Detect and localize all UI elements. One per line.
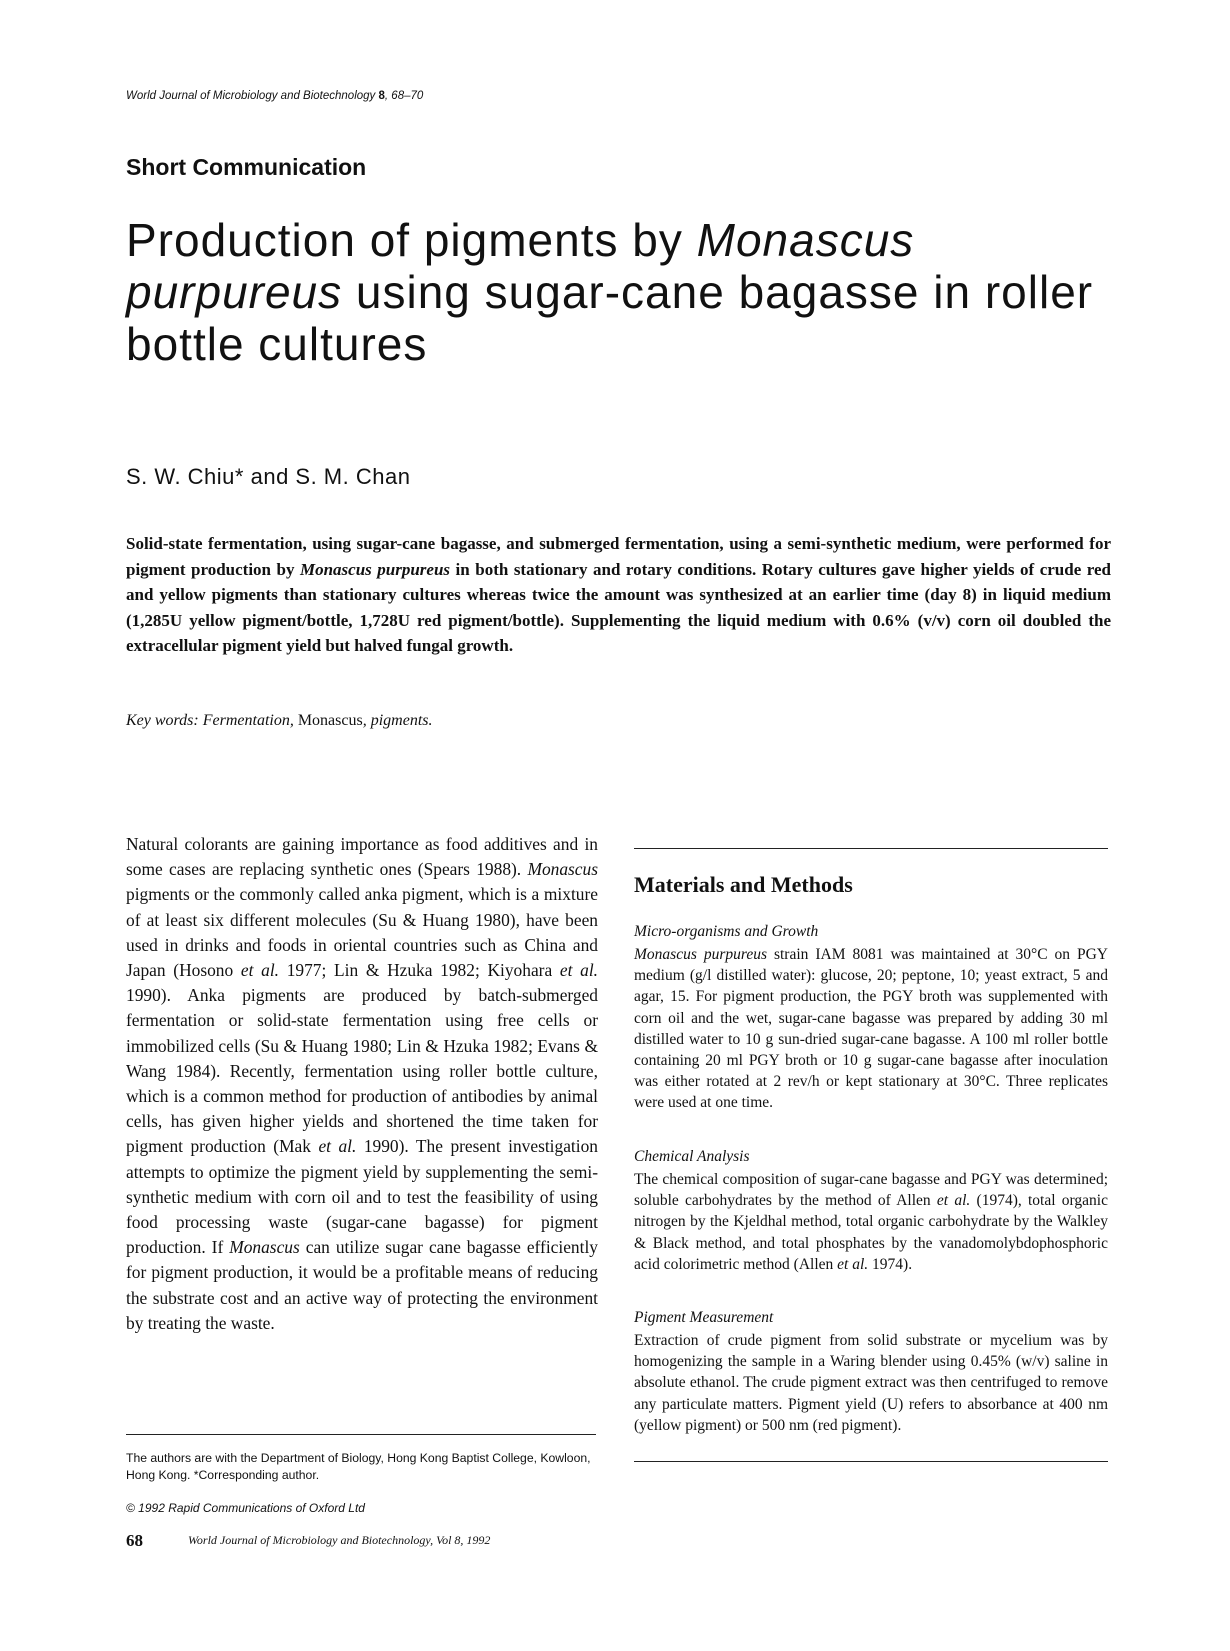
methods-italic: Monascus purpureus bbox=[634, 946, 767, 963]
introduction bbox=[126, 832, 598, 1336]
journal-pages: , 68–70 bbox=[384, 90, 424, 102]
footer-journal: World Journal of Microbiology and Biotechnology, Vol 8, 1992 bbox=[188, 1533, 491, 1547]
title-text: Production of pigments by bbox=[126, 214, 697, 266]
intro-text: 1990). Anka pigments are produced by batch-submerged fermentation or solid-state fermentation using free cells or immobilized cells (Su & Huang 1980; Lin & Hzuka 1982; Evans & Wang 1984). Recently, fermentation using roller bottle culture, which is a common method for production of antibodies by animal cells, has given higher yields and shortened the time taken for pigment production (Mak bbox=[126, 985, 598, 1157]
abstract-species: Monascus purpureus bbox=[299, 559, 451, 579]
section-type: Short Communication bbox=[126, 154, 367, 180]
keywords-label: Key words: bbox=[126, 712, 203, 729]
subhead-chemical-analysis: Chemical Analysis bbox=[634, 1148, 750, 1165]
keyword: Fermentation, bbox=[202, 712, 298, 729]
keyword: Monascus bbox=[297, 712, 363, 729]
intro-italic: et al. bbox=[240, 960, 280, 981]
abstract bbox=[126, 531, 1111, 659]
journal-name: World Journal of Microbiology and Biotechnology bbox=[126, 90, 376, 102]
methods-chemical-paragraph bbox=[634, 1169, 1108, 1275]
intro-text: 1977; Lin & Hzuka 1982; Kiyohara bbox=[279, 960, 560, 981]
subhead-micro-organisms: Micro-organisms and Growth bbox=[634, 923, 819, 940]
intro-text: 1990). The present investigation attempts to optimize the pigment yield by supplementing the semi-synthetic medium with corn oil and to test the feasibility of using food processing waste (sugar-cane bagasse) for pigment production. If bbox=[126, 1136, 598, 1258]
intro-italic: et al. bbox=[318, 1136, 357, 1157]
methods-heading: Materials and Methods bbox=[634, 872, 853, 897]
intro-text: pigments or the commonly called anka pigment, which is a mixture of at least six different molecules (Su & Huang 1980), have been used in drinks and foods in oriental countries such as China and Japan (Hosono bbox=[126, 884, 598, 981]
page-number: 68 bbox=[126, 1531, 143, 1550]
footnote-rule bbox=[126, 1434, 596, 1435]
methods-italic: et al. bbox=[936, 1192, 971, 1210]
keyword: , pigments. bbox=[362, 712, 433, 729]
article-title bbox=[126, 214, 1106, 370]
author-affiliation: The authors are with the Department of Biology, Hong Kong Baptist College, Kowloon, Hong Kong. *Corresponding author. bbox=[126, 1451, 591, 1482]
methods-text: strain IAM 8081 was maintained at 30°C on PGY medium (g/l distilled water): glucose, 20; peptone, 10; yeast extract, 5 and agar, 15. For pigment production, the PGY broth was supplemented with corn oil and the wet, sugar-cane bagasse was prepared by adding 30 ml distilled water to 10 g sun-dried sugar-cane bagasse. A 100 ml roller bottle containing 20 ml PGY broth or 10 g sugar-cane bagasse after inoculation was either rotated at 2 rev/h or kept stationary at 30°C. Three replicates were used at one time. bbox=[634, 946, 1108, 1112]
methods-italic: et al. bbox=[837, 1255, 869, 1273]
methods-top-rule bbox=[634, 848, 1108, 849]
abstract-text: Solid-state fermentation, using sugar-cane bagasse, and submerged fermentation, using a semi-synthetic medium, were performed for pigment production by bbox=[126, 534, 1111, 579]
journal-volume: 8 bbox=[378, 90, 385, 102]
journal-header bbox=[126, 90, 423, 102]
title-species: Monascus purpureus bbox=[126, 214, 915, 318]
intro-text: can utilize sugar cane bagasse efficiently for pigment production, it would be a profitable means of reducing the substrate cost and an active way of protecting the environment by treating the waste. bbox=[126, 1237, 598, 1333]
intro-italic: et al. bbox=[559, 960, 598, 981]
copyright: © 1992 Rapid Communications of Oxford Ltd bbox=[126, 1501, 365, 1515]
title-text-end: using sugar-cane bagasse in roller bottle cultures bbox=[126, 266, 1094, 370]
subhead-pigment-measurement: Pigment Measurement bbox=[634, 1309, 774, 1326]
abstract-text-end: in both stationary and rotary conditions. Rotary cultures gave higher yields of crude red and yellow pigments than stationary cultures whereas twice the amount was synthesized at an earlier time (day 8) in liquid medium (1,285U yellow pigment/bottle, 1,728U red pigment/bottle). Supplementing the liquid medium with 0.6% (v/v) corn oil doubled the extracellular pigment yield but halved fungal growth. bbox=[126, 559, 1111, 656]
methods-text: The chemical composition of sugar-cane bagasse and PGY was determined; soluble carbohydrates by the method of Allen bbox=[634, 1171, 1108, 1210]
methods-bottom-rule bbox=[634, 1461, 1108, 1462]
methods-pigment-paragraph: Extraction of crude pigment from solid substrate or mycelium was by homogenizing the sample in a Waring blender using 0.45% (w/v) saline in absolute ethanol. The crude pigment extract was then centrifuged to remove any particulate matters. Pigment yield (U) refers to absorbance at 400 nm (yellow pigment) or 500 nm (red pigment). bbox=[634, 1332, 1108, 1434]
methods-text: (1974), total organic nitrogen by the Kjeldhal method, total organic carbohydrate by the Walkley & Black method, and total phosphates by the vanadomolybdophosphoric acid colorimetric method (Allen bbox=[634, 1192, 1108, 1273]
authors: S. W. Chiu* and S. M. Chan bbox=[126, 464, 411, 489]
intro-italic: Monascus bbox=[527, 859, 598, 880]
methods-text: 1974). bbox=[868, 1255, 913, 1273]
intro-text: Natural colorants are gaining importance as food additives and in some cases are replacing synthetic ones (Spears 1988). bbox=[126, 834, 598, 880]
methods-growth-paragraph bbox=[634, 944, 1108, 1114]
keywords bbox=[126, 712, 433, 730]
intro-italic: Monascus bbox=[229, 1237, 300, 1258]
